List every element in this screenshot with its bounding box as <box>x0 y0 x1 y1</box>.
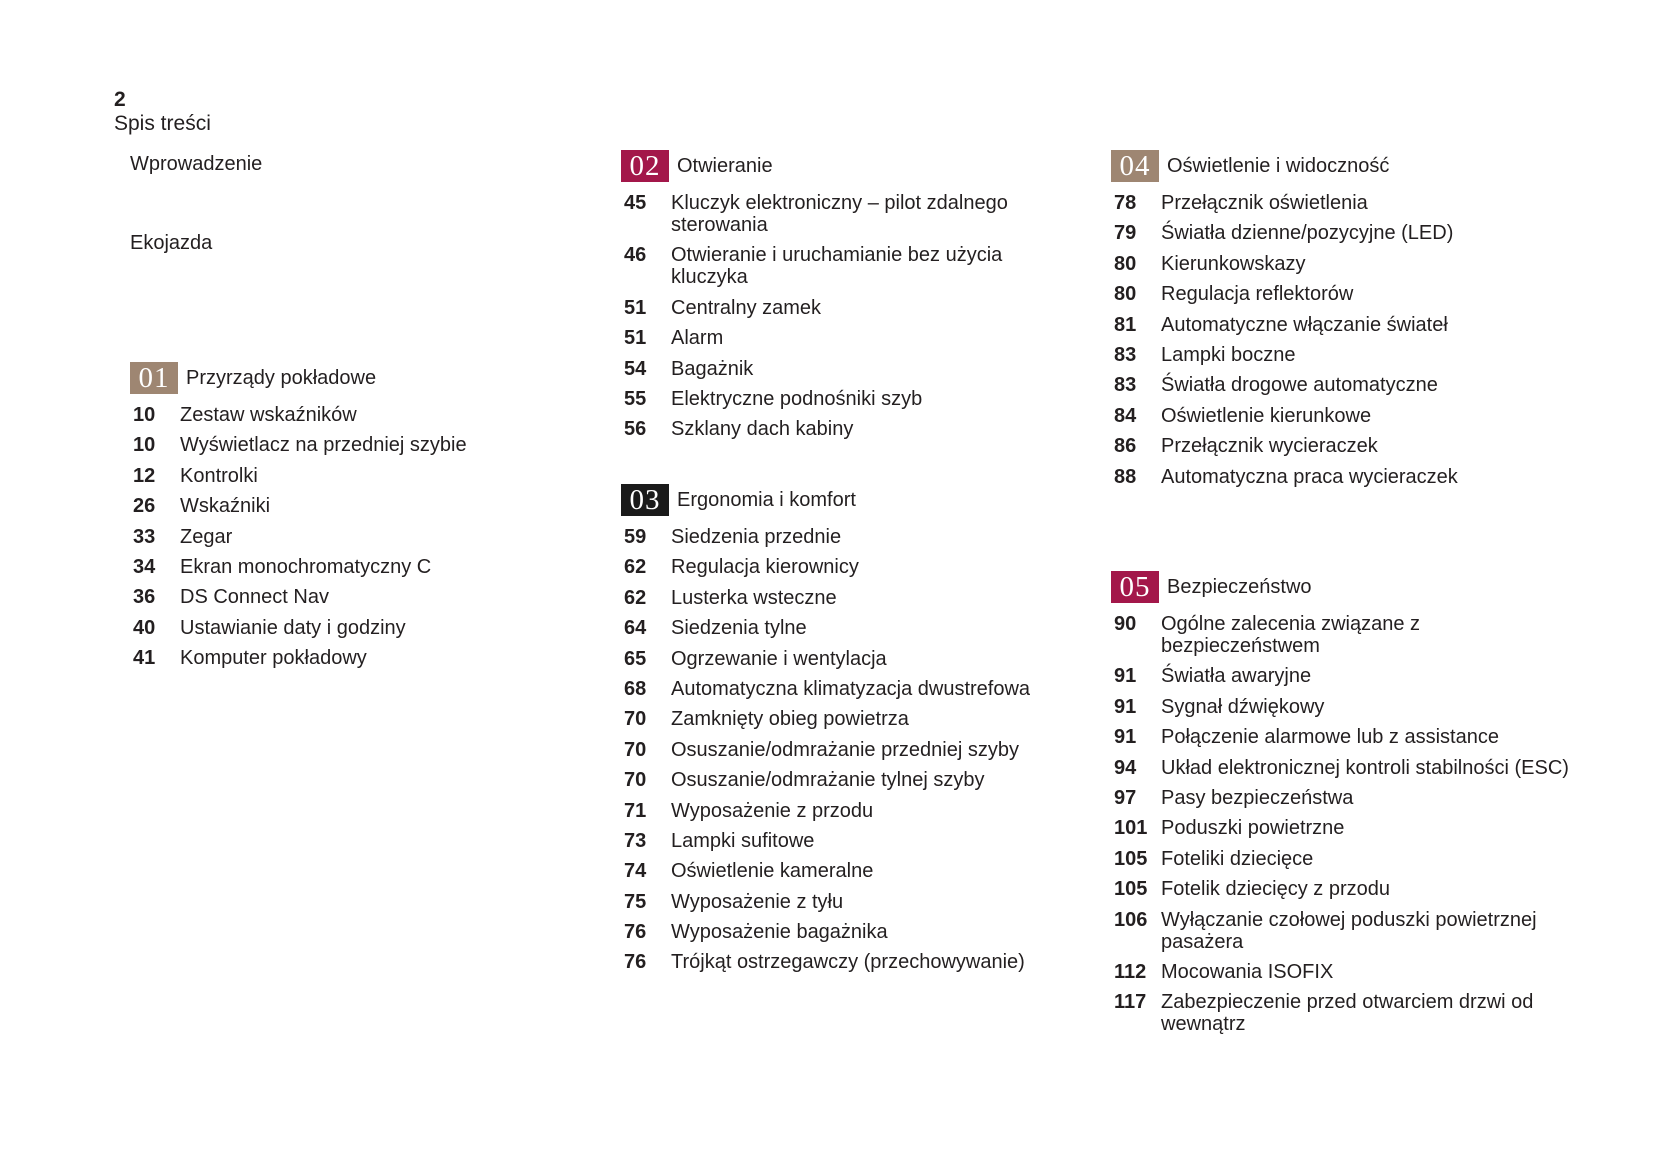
toc-entry[interactable] <box>621 617 1071 639</box>
toc-entry[interactable] <box>621 921 1071 943</box>
toc-entry[interactable] <box>1111 192 1571 214</box>
toc-page-number: 79 <box>1114 222 1137 245</box>
toc-entry-label: Oświetlenie kierunkowe <box>1161 404 1372 427</box>
toc-page-number: 68 <box>624 677 647 700</box>
toc-entry[interactable] <box>621 739 1071 761</box>
toc-entry[interactable] <box>621 244 1071 288</box>
toc-entry[interactable] <box>621 891 1071 913</box>
toc-entry-label: Lampki sufitowe <box>671 829 815 852</box>
section-title: Przyrządy pokładowe <box>186 367 377 389</box>
toc-page-number: 78 <box>1114 192 1137 214</box>
toc-entry[interactable] <box>1111 991 1571 1035</box>
toc-entry-label: Ogrzewanie i wentylacja <box>671 647 887 670</box>
toc-entry-label: Światła awaryjne <box>1161 665 1312 688</box>
section-02 <box>621 150 1071 449</box>
toc-page-number: 88 <box>1114 465 1137 488</box>
toc-page-number: 73 <box>624 829 647 852</box>
toc-entry-label: Mocowania ISOFIX <box>1161 960 1334 983</box>
toc-entry-label: Szklany dach kabiny <box>671 418 854 441</box>
page-number: 2 <box>114 88 126 111</box>
toc-entry[interactable] <box>621 297 1071 319</box>
section-number-badge: 05 <box>1111 571 1159 603</box>
toc-entry[interactable] <box>621 800 1071 822</box>
toc-entry-label: Siedzenia tylne <box>671 617 807 640</box>
toc-entry[interactable] <box>1111 466 1571 488</box>
toc-page-number: 101 <box>1114 817 1148 840</box>
toc-page-number: 56 <box>624 418 647 441</box>
toc-page-number: 94 <box>1114 756 1137 779</box>
toc-entry[interactable] <box>1111 696 1571 718</box>
toc-entry-label: Bagażnik <box>671 357 754 380</box>
toc-page-number: 62 <box>624 586 647 609</box>
toc-page-number: 51 <box>624 327 647 350</box>
toc-entry[interactable] <box>621 860 1071 882</box>
toc-entry[interactable] <box>1111 726 1571 748</box>
section-04 <box>1111 150 1571 496</box>
section-title: Oświetlenie i widoczność <box>1167 155 1390 177</box>
section-title: Ergonomia i komfort <box>677 489 856 511</box>
section-03 <box>621 484 1071 982</box>
toc-page-number: 83 <box>1114 374 1137 397</box>
section-title: Bezpieczeństwo <box>1167 576 1312 598</box>
section-header[interactable] <box>1111 150 1571 182</box>
toc-page-number: 91 <box>1114 695 1137 718</box>
toc-entry[interactable] <box>621 769 1071 791</box>
toc-page-number: 26 <box>133 495 156 518</box>
toc-entry[interactable] <box>621 358 1071 380</box>
toc-entry[interactable] <box>1111 665 1571 687</box>
section-header[interactable] <box>130 362 550 394</box>
toc-entry-label: Fotelik dziecięcy z przodu <box>1161 878 1390 901</box>
toc-entry-label: Połączenie alarmowe lub z assistance <box>1161 726 1499 749</box>
toc-entry-label: Światła drogowe automatyczne <box>1161 374 1438 397</box>
toc-page-number: 70 <box>624 708 647 731</box>
toc-entry[interactable] <box>130 647 550 669</box>
toc-entry-label: Zabezpieczenie przed otwarciem drzwi od wewnątrz <box>1161 991 1534 1036</box>
section-header[interactable] <box>621 484 1071 516</box>
toc-entry[interactable] <box>621 526 1071 548</box>
toc-entry-label: Zamknięty obieg powietrza <box>671 708 909 731</box>
toc-entry-label: Wyposażenie bagażnika <box>671 921 888 944</box>
section-number-badge: 01 <box>130 362 178 394</box>
toc-entry[interactable] <box>621 192 1071 236</box>
toc-page-number: 86 <box>1114 435 1137 458</box>
toc-entry[interactable] <box>1111 435 1571 457</box>
toc-entry-label: Foteliki dziecięce <box>1161 847 1314 870</box>
toc-page-number: 106 <box>1114 908 1148 931</box>
toc-entry-label: Elektryczne podnośniki szyb <box>671 387 923 410</box>
toc-entry[interactable] <box>130 495 550 517</box>
section-title: Otwieranie <box>677 155 773 177</box>
toc-entry-label: DS Connect Nav <box>180 586 329 609</box>
toc-entry-label: Przełącznik oświetlenia <box>1161 192 1368 214</box>
section-number-badge: 02 <box>621 150 669 182</box>
toc-entry[interactable] <box>130 617 550 639</box>
toc-entry[interactable] <box>621 388 1071 410</box>
toc-entry-label: Alarm <box>671 327 724 350</box>
toc-entry[interactable] <box>621 951 1071 973</box>
toc-page-number: 117 <box>1114 991 1147 1014</box>
toc-page-number: 105 <box>1114 878 1148 901</box>
toc-entry[interactable] <box>1111 253 1571 275</box>
toc-page-number: 80 <box>1114 283 1137 306</box>
toc-page-number: 70 <box>624 738 647 761</box>
toc-entry-label: Centralny zamek <box>671 296 822 319</box>
toc-page-number: 71 <box>624 799 647 822</box>
toc-page-number: 112 <box>1114 960 1147 983</box>
section-01 <box>130 362 550 678</box>
toc-entry-label: Siedzenia przednie <box>671 526 842 548</box>
section-number-badge: 04 <box>1111 150 1159 182</box>
toc-page-number: 55 <box>624 387 647 410</box>
toc-entry-label: Oświetlenie kameralne <box>671 860 874 883</box>
toc-page-number: 40 <box>133 616 156 639</box>
toc-page-number: 75 <box>624 890 647 913</box>
toc-page-number: 36 <box>133 586 156 609</box>
section-header[interactable] <box>1111 571 1571 603</box>
toc-entry[interactable] <box>621 648 1071 670</box>
toc-page-number: 12 <box>133 464 156 487</box>
toc-entry-label: Zestaw wskaźników <box>180 404 357 426</box>
toc-entry-label: Światła dzienne/pozycyjne (LED) <box>1161 222 1454 245</box>
toc-page-number: 64 <box>624 617 647 640</box>
toc-entry[interactable] <box>130 586 550 608</box>
toc-page-number: 51 <box>624 296 647 319</box>
toc-entry-label: Kierunkowskazy <box>1161 252 1306 275</box>
toc-page-number: 80 <box>1114 252 1137 275</box>
toc-entry-label: Lusterka wsteczne <box>671 586 837 609</box>
toc-entry[interactable] <box>1111 405 1571 427</box>
toc-page-number: 91 <box>1114 665 1137 688</box>
toc-entry-label: Otwieranie i uruchamianie bez użycia kluczyka <box>671 244 1003 289</box>
toc-entry-label: Wyposażenie z przodu <box>671 799 874 822</box>
toc-entry-label: Ustawianie daty i godziny <box>180 616 406 639</box>
toc-entry[interactable] <box>621 708 1071 730</box>
toc-entry-label: Kontrolki <box>180 464 258 487</box>
toc-entry[interactable] <box>1111 374 1571 396</box>
toc-entry-label: Automatyczne włączanie świateł <box>1161 313 1448 336</box>
toc-entry-label: Ogólne zalecenia związane z bezpieczeństwem <box>1161 613 1421 657</box>
toc-entry-label: Wskaźniki <box>180 495 271 518</box>
toc-entry[interactable] <box>1111 961 1571 983</box>
eco-driving-link[interactable]: Ekojazda <box>130 232 213 254</box>
toc-entry[interactable] <box>621 587 1071 609</box>
toc-page-number: 97 <box>1114 786 1137 809</box>
toc-entry-label: Pasy bezpieczeństwa <box>1161 786 1354 809</box>
toc-entry[interactable] <box>1111 314 1571 336</box>
toc-entry[interactable] <box>1111 613 1571 657</box>
toc-entry[interactable] <box>130 465 550 487</box>
toc-entry-label: Wyświetlacz na przedniej szybie <box>180 434 467 457</box>
toc-entry-label: Osuszanie/odmrażanie tylnej szyby <box>671 769 985 792</box>
toc-entry[interactable] <box>1111 757 1571 779</box>
toc-entry-label: Zegar <box>180 525 233 548</box>
toc-page-number: 91 <box>1114 726 1137 749</box>
toc-entry-label: Automatyczna klimatyzacja dwustrefowa <box>671 677 1031 700</box>
toc-entry[interactable] <box>621 678 1071 700</box>
toc-entry-label: Automatyczna praca wycieraczek <box>1161 465 1458 488</box>
toc-entry-label: Poduszki powietrzne <box>1161 817 1345 840</box>
toc-entry-label: Wyposażenie z tyłu <box>671 890 844 913</box>
toc-page-number: 76 <box>624 951 647 974</box>
toc-entry[interactable] <box>621 830 1071 852</box>
toc-entry-label: Układ elektronicznej kontroli stabilności (ESC) <box>1161 756 1569 779</box>
toc-page-number: 10 <box>133 404 156 426</box>
intro-link[interactable]: Wprowadzenie <box>130 153 263 175</box>
toc-page-number: 62 <box>624 556 647 579</box>
toc-entry-label: Regulacja reflektorów <box>1161 283 1354 306</box>
toc-page-number: 34 <box>133 555 156 578</box>
toc-entry-label: Kluczyk elektroniczny – pilot zdalnego sterowania <box>671 192 1008 236</box>
toc-entry-label: Trójkąt ostrzegawczy (przechowywanie) <box>671 951 1025 974</box>
toc-entry[interactable] <box>130 404 550 426</box>
toc-page-number: 90 <box>1114 613 1137 635</box>
section-header[interactable] <box>621 150 1071 182</box>
toc-page-number: 74 <box>624 860 647 883</box>
toc-entry-label: Przełącznik wycieraczek <box>1161 435 1378 458</box>
section-05 <box>1111 571 1571 1044</box>
page-title: Spis treści <box>114 112 211 135</box>
toc-entry[interactable] <box>130 556 550 578</box>
toc-entry[interactable] <box>1111 909 1571 953</box>
toc-page-number: 84 <box>1114 404 1137 427</box>
toc-entry[interactable] <box>1111 222 1571 244</box>
toc-entry-label: Regulacja kierownicy <box>671 556 859 579</box>
toc-page-number: 45 <box>624 192 647 214</box>
section-number-badge: 03 <box>621 484 669 516</box>
toc-page-number: 59 <box>624 526 647 548</box>
toc-page-number: 81 <box>1114 313 1137 336</box>
toc-entry-label: Ekran monochromatyczny C <box>180 555 432 578</box>
toc-page-number: 54 <box>624 357 647 380</box>
toc-page-number: 76 <box>624 921 647 944</box>
toc-entry[interactable] <box>1111 283 1571 305</box>
toc-entry[interactable] <box>1111 344 1571 366</box>
toc-entry-label: Lampki boczne <box>1161 343 1296 366</box>
toc-entry[interactable] <box>1111 878 1571 900</box>
toc-entry[interactable] <box>621 418 1071 440</box>
toc-entry[interactable] <box>1111 848 1571 870</box>
toc-page-number: 41 <box>133 647 156 670</box>
toc-entry[interactable] <box>130 434 550 456</box>
toc-entry-label: Sygnał dźwiękowy <box>1161 695 1325 718</box>
toc-page-number: 105 <box>1114 847 1148 870</box>
toc-page-number: 65 <box>624 647 647 670</box>
toc-entry[interactable] <box>621 327 1071 349</box>
toc-entry-label: Osuszanie/odmrażanie przedniej szyby <box>671 738 1019 761</box>
toc-page-number: 70 <box>624 769 647 792</box>
toc-page-number: 83 <box>1114 343 1137 366</box>
toc-entry[interactable] <box>1111 787 1571 809</box>
toc-page-number: 10 <box>133 434 156 457</box>
toc-page-number: 46 <box>624 244 647 267</box>
toc-page-number: 33 <box>133 525 156 548</box>
toc-entry-label: Wyłączanie czołowej poduszki powietrznej pasażera <box>1161 908 1537 953</box>
toc-entry[interactable] <box>130 526 550 548</box>
toc-entry[interactable] <box>621 556 1071 578</box>
toc-entry[interactable] <box>1111 817 1571 839</box>
toc-entry-label: Komputer pokładowy <box>180 647 367 670</box>
